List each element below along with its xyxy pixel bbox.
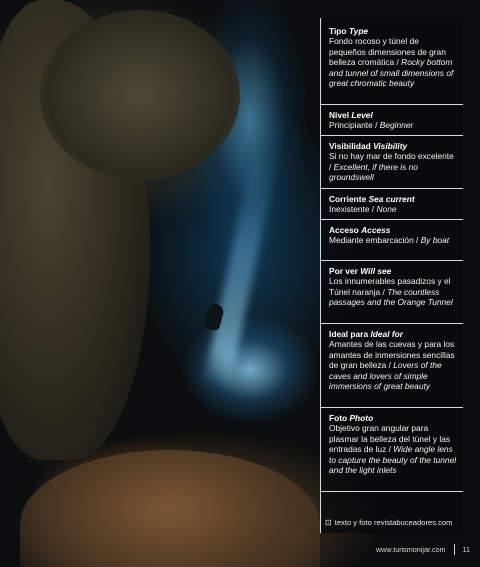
footer-url[interactable]: www.turismonijar.com [376, 545, 446, 554]
section-visibility: Visibilidad Visibility Si no hay mar de fondo excelente / Excellent, if there is no groundswell [329, 141, 457, 183]
section-title: Acceso Access [329, 225, 391, 235]
footer-separator [454, 544, 455, 555]
section-sea-current: Corriente Sea current Inexistente / None [329, 194, 457, 215]
photo-credit [325, 518, 452, 527]
credit-text: texto y foto revistabuceadores.com [334, 518, 453, 527]
divider [321, 104, 463, 105]
divider [321, 219, 463, 220]
divider [321, 491, 463, 492]
section-title: Ideal para Ideal for [329, 329, 404, 339]
section-photo: Foto Photo Objetivo gran angular para plasmar la belleza del túnel y las entradas de luz / Wide angle lens to capture the beauty of the tunnel and the light inlets [329, 413, 457, 476]
section-title: Por ver Will see [329, 266, 392, 276]
section-title: Visibilidad Visibility [329, 141, 408, 151]
divider [321, 323, 463, 324]
divider [321, 188, 463, 189]
section-level: Nivel Level Principiante / Beginner [329, 110, 457, 131]
camera-icon: ⊡ [325, 518, 332, 527]
section-type: Tipo Type Fondo rocoso y túnel de pequeños dimensiones de gran belleza cromática / Rocky bottom and tunnel of small dimensions of great chromatic beauty [329, 26, 457, 88]
page-number: 11 [462, 545, 470, 554]
section-ideal-for: Ideal para Ideal for Amantes de las cuevas y para los amantes de inmersiones sencillas de gran belleza / Lovers of the caves and lovers of simple immersions of great beauty [329, 329, 457, 391]
section-access: Acceso Access Mediante embarcación / By boat [329, 225, 457, 246]
divider [321, 407, 463, 408]
dive-info-panel [320, 18, 463, 533]
page-footer [376, 544, 470, 555]
section-title: Foto Photo [329, 413, 374, 423]
section-title: Nivel Level [329, 110, 373, 120]
section-title: Corriente Sea current [329, 194, 415, 204]
rock-bottom [20, 450, 320, 567]
divider [321, 135, 463, 136]
rock-top [40, 10, 240, 180]
section-will-see: Por ver Will see Los innumerables pasadizos y el Túnel naranja / The countless passages and the Orange Tunnel [329, 266, 457, 308]
light-beam [203, 150, 278, 390]
section-title: Tipo Type [329, 26, 369, 36]
divider [321, 260, 463, 261]
